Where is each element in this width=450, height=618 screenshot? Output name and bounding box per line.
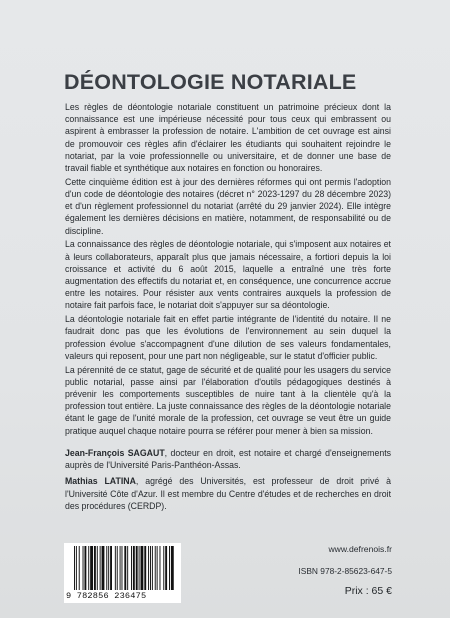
barcode-bar [74, 546, 75, 590]
barcode-bars [74, 546, 174, 592]
author-name-2: Mathias LATINA [65, 476, 136, 487]
barcode-bar [133, 546, 135, 590]
author-name-1: Jean-François SAGAUT [65, 448, 165, 458]
barcode-bar [79, 546, 80, 590]
barcode-digits: 9 782856 236475 [66, 591, 147, 601]
author-bio-1 [65, 447, 391, 471]
barcode-bar [110, 546, 112, 590]
barcode-bar [169, 546, 170, 590]
barcode-bar [165, 546, 167, 590]
barcode-bar [148, 546, 149, 590]
isbn-barcode [64, 543, 181, 603]
barcode-bar [155, 546, 156, 590]
barcode-bar [163, 546, 164, 590]
barcode-bar [141, 546, 144, 590]
barcode-bar [124, 546, 126, 590]
barcode-bar [131, 546, 132, 590]
author-bio-2 [65, 475, 391, 512]
barcode-bar [144, 546, 146, 590]
blurb-paragraph-2: Cette cinquième édition est à jour des dernières réformes qui ont permis l'adoption d'un code de déontologie des notaires (décret n° 2023-1297 du 28 décembre 2023) et d'un règlement professionnel du notariat (arrêté du 29 janvier 2024). Elle intègre également les dernières décisions en matière, notamment, de responsabilité ou de discipline. [65, 176, 391, 236]
author-description-1: , docteur en droit, est notaire et chargé d'enseignements auprès de l'Université Paris-Panthéon-Assas. [65, 448, 392, 471]
barcode-bar [117, 546, 118, 590]
barcode-bar [90, 546, 93, 590]
barcode-bar [139, 546, 140, 590]
barcode-bar [122, 546, 123, 590]
barcode-bar [84, 546, 86, 590]
blurb-paragraph-1: Les règles de déontologie notariale constituent un patrimoine précieux dont la connaissance est une impérieuse nécessité pour tous ceux qui embrassent ou aspirent à embrasser la profession de notaire. L'ambition de cet ouvrage est ainsi de promouvoir ces règles afin d'éclairer les étudiants qui souhaitent rejoindre le notariat, par la voie professionnelle ou universitaire, et de donner une base de travail fiable et synthétique aux notaires en fonction ou honoraires. [65, 102, 391, 174]
barcode-bar [136, 546, 138, 590]
price-label: Prix : 65 € [344, 585, 392, 597]
barcode-bar [127, 546, 128, 590]
book-title: DÉONTOLOGIE NOTARIALE [64, 70, 357, 94]
barcode-bar [76, 546, 77, 590]
barcode-bar [94, 546, 96, 590]
barcode-bar [88, 546, 89, 590]
barcode-bar [83, 546, 84, 590]
publisher-website: www.defrenois.fr [328, 544, 392, 554]
barcode-bar [152, 546, 153, 590]
barcode-bar [102, 546, 105, 590]
barcode-bar [120, 546, 121, 590]
blurb-paragraph-5: La pérennité de ce statut, gage de sécurité et de qualité pour les usagers du service public notarial, passe ainsi par l'élaboration d'outils pédagogiques destinés à prévenir les comportements susceptibles de nuire tant à la clientèle qu'à la profession tout entière. La juste connaissance des règles de la déontologie notariale étant le gage de l'unité morale de la profession, cet ouvrage se veut être un guide pratique auquel chaque notaire pourra se référer pour mener à bien sa mission. [65, 364, 391, 436]
barcode-bar [157, 546, 158, 590]
barcode-bar [115, 546, 116, 590]
barcode-bar [171, 546, 174, 590]
author-description-2: , agrégé des Universités, est professeur de droit privé à l'Université Côte d'Azur. Il est membre du Centre d'études et de recherches en droit des procédures (CERDP). [65, 476, 391, 511]
blurb [65, 101, 391, 438]
barcode-bar [106, 546, 107, 590]
barcode-bar [97, 546, 98, 590]
author-bios [65, 447, 391, 516]
barcode-bar [108, 546, 109, 590]
blurb-paragraph-4: La déontologie notariale fait en effet partie intégrante de l'identité du notaire. Il ne faudrait donc pas que les évolutions de l'environnement au sein duquel la profession évolue s'accompagnent d'une dilution de ses valeurs fondamentales, valeurs qui reposent, pour une part non négligeable, sur le statut d'officier public. [65, 314, 391, 361]
barcode-bar [160, 546, 161, 590]
barcode-bar [100, 546, 101, 590]
isbn-number: ISBN 978-2-85623-647-5 [298, 566, 392, 576]
blurb-paragraph-3: La connaissance des règles de déontologie notariale, qui s'imposent aux notaires et à leurs collaborateurs, apparaît plus que jamais nécessaire, a fortiori depuis la loi croissance et activité du 6 août 2015, laquelle a entraîné une très forte augmentation des effectifs du notariat et, en conséquence, une concurrence accrue entre les notaires. Pour résister aux vents contraires auxquels la profession de notaire fait parfois face, le notariat doit s'appuyer sur sa déontologie. [65, 239, 391, 311]
barcode-bar [150, 546, 151, 590]
